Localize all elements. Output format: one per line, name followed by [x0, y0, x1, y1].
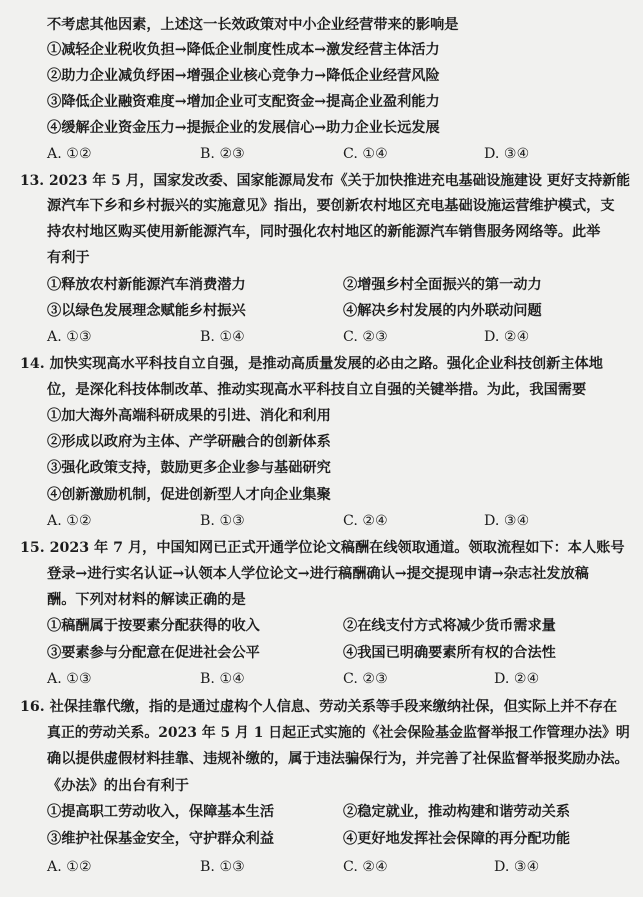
q12-option-2: ②助力企业减负纾困→增强企业核心竞争力→降低企业经营风险 — [47, 68, 440, 84]
q16-option-4: ④更好地发挥社会保障的再分配功能 — [343, 831, 571, 847]
q16-option-2: ②稳定就业，推动构建和谐劳动关系 — [343, 804, 571, 820]
q15-option-2: ②在线支付方式将减少货币需求量 — [343, 618, 556, 634]
q14-option-4: ④创新激励机制，促进创新型人才向企业集聚 — [47, 487, 331, 503]
q15-stem-line-1: 15. 2023 年 7 月，中国知网已正式开通学位论文稿酬在线领取通道。领取流程如下：本人账号 — [20, 540, 625, 556]
q13-choice-a[interactable]: A. ①③ — [47, 329, 92, 345]
q15-option-3: ③要素参与分配意在促进社会公平 — [47, 645, 260, 661]
q16-stem-line-4: 《办法》的出台有利于 — [47, 778, 189, 794]
q15-stem-line-2: 登录→进行实名认证→认领本人学位论文→进行稿酬确认→提交提现申请→杂志社发放稿 — [47, 566, 589, 582]
q12-option-1: ①减轻企业税收负担→降低企业制度性成本→激发经营主体活力 — [47, 42, 440, 58]
q14-choice-b[interactable]: B. ①③ — [200, 513, 245, 529]
q14-stem-line-1: 14. 加快实现高水平科技自立自强，是推动高质量发展的必由之路。强化企业科技创新主体地 — [20, 356, 603, 372]
q16-choice-a[interactable]: A. ①② — [47, 859, 92, 875]
q12-stem: 不考虑其他因素，上述这一长效政策对中小企业经营带来的影响是 — [47, 17, 459, 33]
q13-option-3: ③以绿色发展理念赋能乡村振兴 — [47, 303, 246, 319]
q14-stem-line-2: 位，是深化科技体制改革、推动实现高水平科技自立自强的关键举措。为此，我国需要 — [47, 382, 587, 398]
q14-option-1: ①加大海外高端科研成果的引进、消化和利用 — [47, 408, 331, 424]
q13-stem-line-4: 有利于 — [47, 250, 90, 266]
q16-option-1: ①提高职工劳动收入，保障基本生活 — [47, 804, 275, 820]
q14-option-3: ③强化政策支持，鼓励更多企业参与基础研究 — [47, 460, 331, 476]
q12-option-4: ④缓解企业资金压力→提振企业的发展信心→助力企业长远发展 — [47, 120, 440, 136]
q13-choice-c[interactable]: C. ②③ — [343, 329, 388, 345]
q14-choice-a[interactable]: A. ①② — [47, 513, 92, 529]
q15-option-4: ④我国已明确要素所有权的合法性 — [343, 645, 556, 661]
q16-stem-line-1: 16. 社保挂靠代缴，指的是通过虚构个人信息、劳动关系等手段来缴纳社保，但实际上并不存在 — [20, 699, 618, 715]
q14-choice-c[interactable]: C. ②④ — [343, 513, 388, 529]
q15-choice-c[interactable]: C. ②③ — [343, 671, 388, 687]
q16-choice-b[interactable]: B. ①③ — [200, 859, 245, 875]
q16-choice-d[interactable]: D. ③④ — [494, 859, 540, 875]
q13-stem-line-1: 13. 2023 年 5 月，国家发改委、国家能源局发布《关于加快推进充电基础设施建设 更好支持新能 — [20, 173, 630, 189]
q14-choice-d[interactable]: D. ③④ — [484, 513, 530, 529]
q14-option-2: ②形成以政府为主体、产学研融合的创新体系 — [47, 434, 331, 450]
q15-choice-a[interactable]: A. ①③ — [47, 671, 92, 687]
q12-choice-c[interactable]: C. ①④ — [343, 146, 388, 162]
q16-choice-c[interactable]: C. ②④ — [343, 859, 388, 875]
q13-stem-line-3: 持农村地区购买使用新能源汽车，同时强化农村地区的新能源汽车销售服务网络等。此举 — [47, 224, 601, 240]
q12-choice-b[interactable]: B. ②③ — [200, 146, 245, 162]
q13-choice-d[interactable]: D. ②④ — [484, 329, 530, 345]
q13-option-2: ②增强乡村全面振兴的第一动力 — [343, 277, 542, 293]
q16-stem-line-3: 确以提供虚假材料挂靠、违规补缴的，属于违法骗保行为，并完善了社保监督举报奖励办法。 — [47, 751, 629, 767]
q12-option-3: ③降低企业融资难度→增加企业可支配资金→提高企业盈利能力 — [47, 94, 440, 110]
q15-choice-d[interactable]: D. ②④ — [494, 671, 540, 687]
q12-choice-d[interactable]: D. ③④ — [484, 146, 530, 162]
q16-option-3: ③维护社保基金安全，守护群众利益 — [47, 831, 275, 847]
q13-option-1: ①释放农村新能源汽车消费潜力 — [47, 277, 246, 293]
q15-choice-b[interactable]: B. ①④ — [200, 671, 245, 687]
q15-option-1: ①稿酬属于按要素分配获得的收入 — [47, 618, 260, 634]
q16-stem-line-2: 真正的劳动关系。2023 年 5 月 1 日起正式实施的《社会保险基金监督举报工作管理办法》明 — [47, 725, 630, 741]
q13-option-4: ④解决乡村发展的内外联动问题 — [343, 303, 542, 319]
q15-stem-line-3: 酬。下列对材料的解读正确的是 — [47, 592, 246, 608]
q13-choice-b[interactable]: B. ①④ — [200, 329, 245, 345]
q12-choice-a[interactable]: A. ①② — [47, 146, 92, 162]
q13-stem-line-2: 源汽车下乡和乡村振兴的实施意见》指出，要创新农村地区充电基础设施运营维护模式，支 — [47, 198, 615, 214]
